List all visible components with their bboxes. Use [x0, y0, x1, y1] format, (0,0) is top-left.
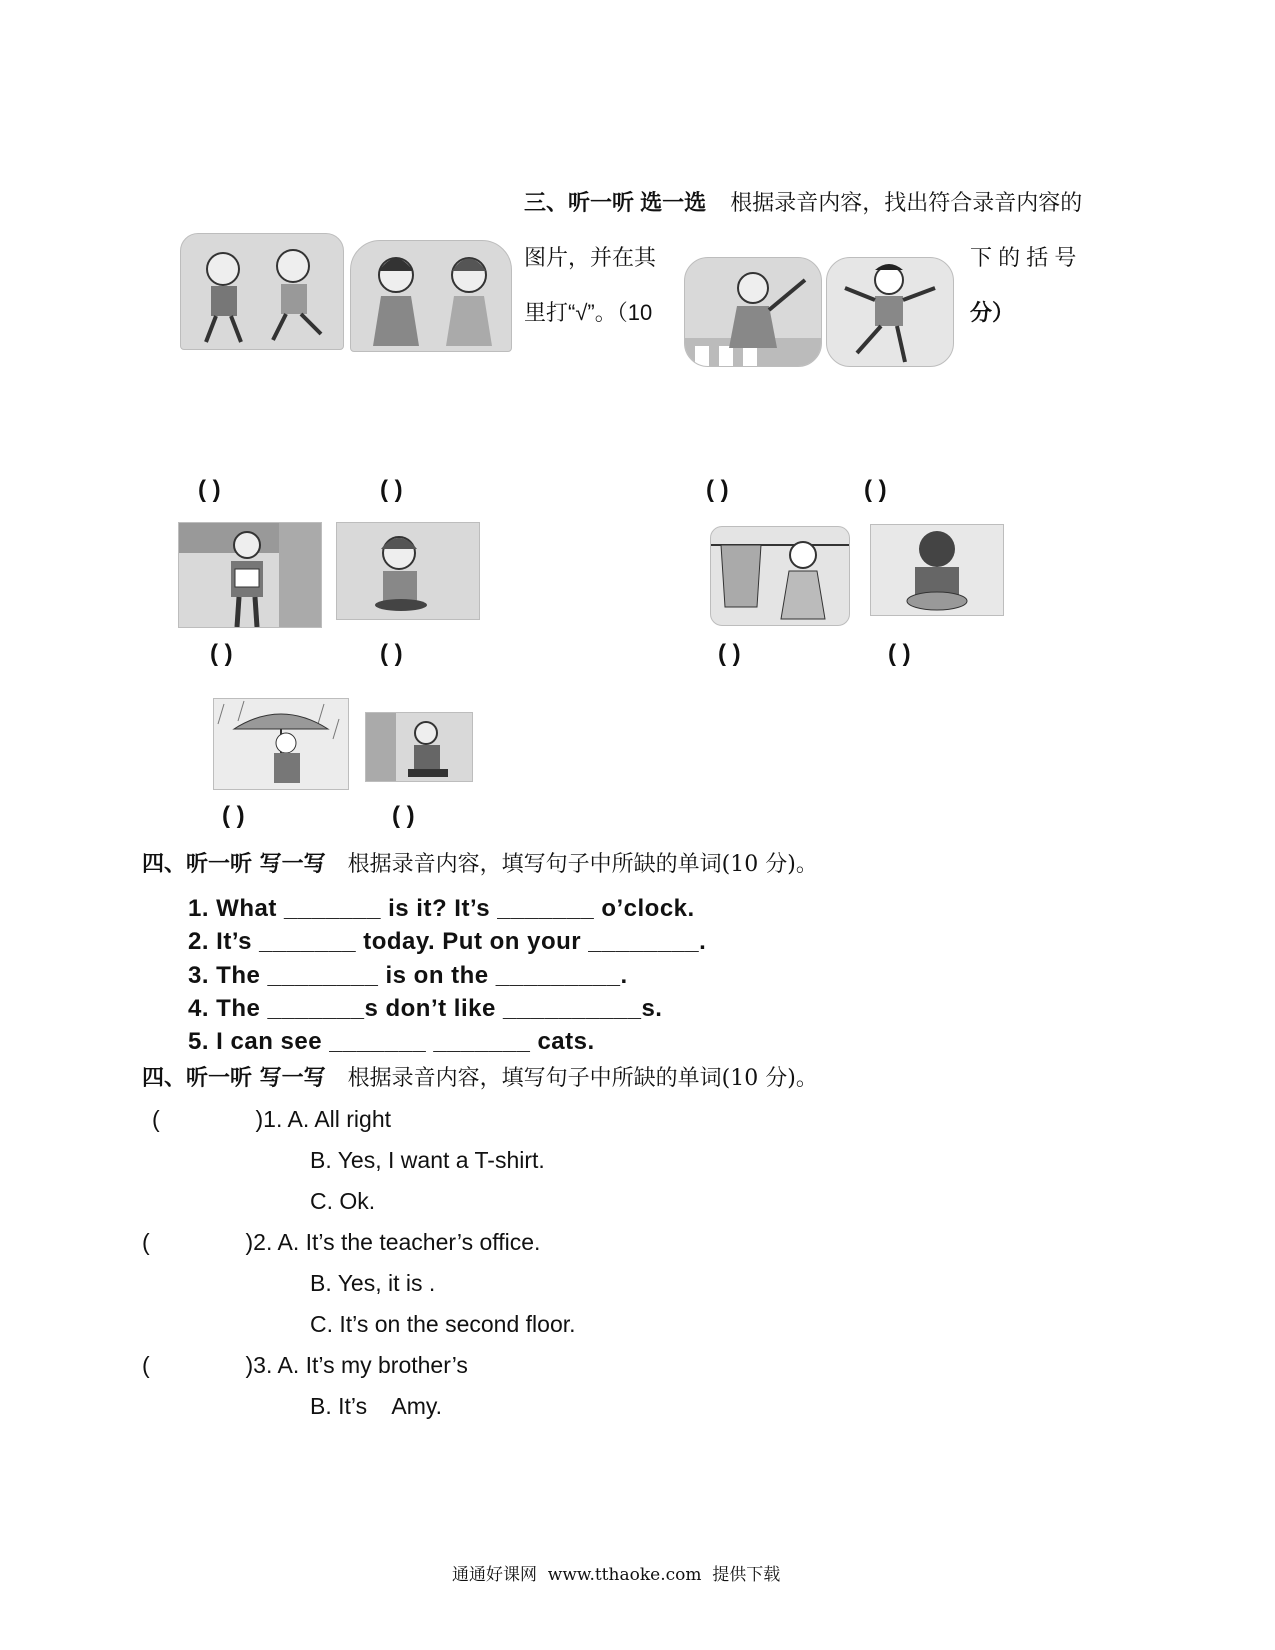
fill-sentence-1: 1. What _______ is it? It’s _______ o’clock.: [188, 895, 695, 922]
fill-sentence-2: 2. It’s _______ today. Put on your ________.: [188, 928, 707, 955]
answer-paren-7[interactable]: ( ): [718, 640, 741, 667]
boy-dancing-picture: [826, 257, 954, 367]
section3-instruction-b2: 下 的 括 号: [970, 245, 1077, 270]
answer-paren-5[interactable]: ( ): [210, 640, 233, 667]
answer-paren-3[interactable]: ( ): [706, 476, 729, 503]
section4a-heading: [142, 847, 818, 878]
boy-washing-picture: [870, 524, 1004, 616]
answer-paren-9[interactable]: ( ): [222, 802, 245, 829]
section3-title: 三、听一听 选一选: [524, 190, 707, 215]
page-footer: 通通好课网 www.tthaoke.com 提供下载: [452, 1565, 781, 1585]
person-with-umbrella-in-rain-picture: [213, 698, 349, 790]
answer-paren-10[interactable]: ( ): [392, 802, 415, 829]
answer-paren-6[interactable]: ( ): [380, 640, 403, 667]
section3-instruction-a: 根据录音内容，找出符合录音内容的: [730, 190, 1083, 215]
two-girls-singing-picture: [350, 240, 512, 352]
section4b-instruction: 根据录音内容，填写句子中所缺的单词(10 分)。: [347, 1066, 818, 1091]
fill-sentence-4: 4. The _______s don’t like __________s.: [188, 995, 663, 1022]
section4a-title: 四、听一听 写一写: [142, 852, 326, 877]
girl-eating-picture: [336, 522, 480, 620]
section3-instruction-b1: 图片，并在其: [524, 245, 657, 270]
question-2-option-b: B. Yes, it is .: [310, 1270, 436, 1296]
question-1-option-c: C. Ok.: [310, 1188, 376, 1214]
section3-instruction-c2: 分）: [970, 300, 1015, 325]
man-reading-in-library-picture: [178, 522, 322, 628]
question-2-stem: ( )2. A. It’s the teacher’s office.: [142, 1229, 541, 1255]
section3-instruction-c1: 里打“√”。（10: [524, 300, 653, 325]
section4b-title: 四、听一听 写一写: [142, 1066, 326, 1091]
girl-hanging-clothes-picture: [710, 526, 850, 626]
question-3-option-b: B. It’s Amy.: [310, 1393, 443, 1419]
question-1-stem: ( )1. A. All right: [152, 1106, 392, 1132]
question-3-stem: ( )3. A. It’s my brother’s: [142, 1352, 468, 1378]
girl-sitting-picture: [365, 712, 473, 782]
question-2-option-c: C. It’s on the second floor.: [310, 1311, 576, 1337]
fill-sentence-5: 5. I can see _______ _______ cats.: [188, 1028, 595, 1055]
answer-paren-4[interactable]: ( ): [864, 476, 887, 503]
fill-sentence-3: 3. The ________ is on the _________.: [188, 962, 628, 989]
two-boys-running-picture: [180, 233, 344, 350]
section4a-instruction: 根据录音内容，填写句子中所缺的单词(10 分)。: [347, 852, 818, 877]
answer-paren-1[interactable]: ( ): [198, 476, 221, 503]
answer-paren-2[interactable]: ( ): [380, 476, 403, 503]
section4b-heading: [142, 1061, 818, 1092]
girl-crossing-road-picture: [684, 257, 822, 367]
answer-paren-8[interactable]: ( ): [888, 640, 911, 667]
question-1-option-b: B. Yes, I want a T-shirt.: [310, 1147, 545, 1173]
section3-heading-line: [524, 188, 1084, 218]
